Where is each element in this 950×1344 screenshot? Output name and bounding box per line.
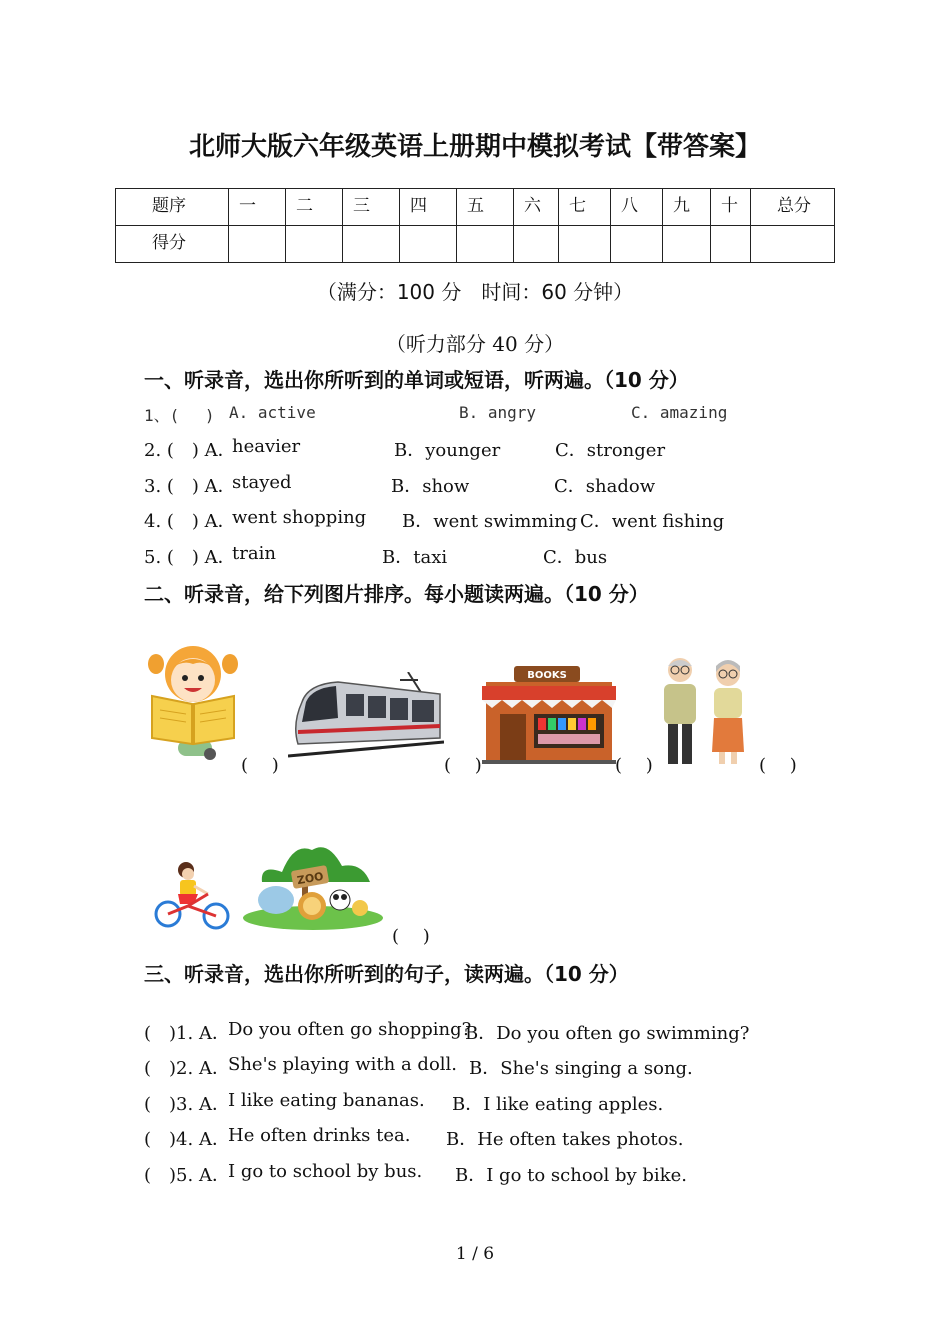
score-table-col-4: 四 — [400, 189, 457, 226]
score-cell[interactable] — [229, 226, 286, 263]
s1-q4-option-a[interactable]: went shopping — [232, 507, 367, 528]
score-table-col-3: 三 — [343, 189, 400, 226]
score-table-col-1: 一 — [229, 189, 286, 226]
score-cell-total[interactable] — [751, 226, 835, 263]
score-cell[interactable] — [663, 226, 711, 263]
s3-q1-number: ( )1. A． — [144, 1023, 230, 1044]
s1-q4-option-b[interactable]: B．went swimming — [402, 511, 578, 532]
s1-q3-option-c[interactable]: C．shadow — [554, 476, 656, 497]
s1-q1-number: 1、( ) — [144, 406, 215, 425]
score-cell[interactable] — [286, 226, 343, 263]
s3-q1-option-b[interactable]: B．Do you often go swimming? — [465, 1023, 750, 1044]
s1-q4-option-c[interactable]: C．went fishing — [580, 511, 725, 532]
s1-q1-option-c[interactable]: C. amazing — [631, 403, 728, 422]
girl-reading-picture — [148, 644, 238, 762]
score-table-header-row — [116, 189, 835, 226]
score-table-col-10: 十 — [711, 189, 751, 226]
s1-q3-option-b[interactable]: B．show — [391, 476, 470, 497]
score-table-col-2: 二 — [286, 189, 343, 226]
page-number: 1 / 6 — [455, 1244, 495, 1264]
s3-q3-number: ( )3. A． — [144, 1094, 230, 1115]
bookstore-picture — [482, 664, 616, 764]
s2-paren-4[interactable]: ( ) — [759, 755, 797, 776]
s1-q2-option-a[interactable]: heavier — [232, 436, 301, 457]
s1-q1-option-a[interactable]: A. active — [229, 403, 316, 422]
s1-q2-number: 2. ( ) A． — [144, 440, 236, 461]
score-table-col-8: 八 — [611, 189, 663, 226]
score-table-row-label: 得分 — [116, 226, 229, 263]
score-table-col-7: 七 — [559, 189, 611, 226]
score-table-col-9: 九 — [663, 189, 711, 226]
s3-q2-option-b[interactable]: B．She's singing a song. — [469, 1058, 693, 1079]
s1-q3-number: 3. ( ) A． — [144, 476, 236, 497]
zoo-picture — [242, 842, 384, 932]
score-cell[interactable] — [343, 226, 400, 263]
s3-q4-option-b[interactable]: B．He often takes photos. — [446, 1129, 684, 1150]
s1-q5-option-b[interactable]: B．taxi — [382, 547, 448, 568]
s3-q3-option-b[interactable]: B．I like eating apples. — [452, 1094, 664, 1115]
score-table-col-5: 五 — [457, 189, 514, 226]
s1-q1-option-b[interactable]: B. angry — [459, 403, 537, 422]
score-table-score-row — [116, 226, 835, 263]
s2-paren-3[interactable]: ( ) — [615, 755, 653, 776]
girl-on-bike-picture — [154, 860, 232, 932]
score-table — [115, 188, 835, 263]
train-picture — [288, 672, 444, 758]
s3-q2-number: ( )2. A． — [144, 1058, 230, 1079]
s2-paren-2[interactable]: ( ) — [444, 755, 482, 776]
score-table-total-label: 总分 — [751, 189, 835, 226]
s1-q3-option-a[interactable]: stayed — [232, 472, 292, 493]
bookstore-sign-text: BOOKS — [527, 670, 567, 681]
s3-q5-number: ( )5. A． — [144, 1165, 230, 1186]
section1-heading: 一、听录音，选出你所听到的单词或短语，听两遍。（10 分） — [144, 368, 689, 392]
s1-q5-number: 5. ( ) A． — [144, 547, 236, 568]
s3-q5-option-b[interactable]: B．I go to school by bike. — [455, 1165, 687, 1186]
score-cell[interactable] — [711, 226, 751, 263]
score-cell[interactable] — [400, 226, 457, 263]
page-title: 北师大版六年级英语上册期中模拟考试【带答案】 — [188, 132, 761, 162]
score-cell[interactable] — [514, 226, 559, 263]
score-cell[interactable] — [611, 226, 663, 263]
full-mark-line: （满分：100 分 时间：60 分钟） — [316, 280, 634, 304]
s3-q3-option-a[interactable]: I like eating bananas. — [228, 1090, 425, 1111]
s3-q4-option-a[interactable]: He often drinks tea. — [228, 1125, 411, 1146]
section2-heading: 二、听录音，给下列图片排序。每小题读两遍。（10 分） — [144, 582, 649, 606]
s2-paren-5[interactable]: ( ) — [392, 926, 430, 947]
s1-q2-option-b[interactable]: B．younger — [394, 440, 501, 461]
s3-q2-option-a[interactable]: She's playing with a doll. — [228, 1054, 458, 1075]
score-cell[interactable] — [457, 226, 514, 263]
s1-q5-option-a[interactable]: train — [232, 543, 276, 564]
s1-q5-option-c[interactable]: C．bus — [543, 547, 608, 568]
section3-heading: 三、听录音，选出你所听到的句子，读两遍。（10 分） — [144, 962, 629, 986]
s2-paren-1[interactable]: ( ) — [241, 755, 279, 776]
score-cell[interactable] — [559, 226, 611, 263]
score-table-header-label: 题序 — [116, 189, 229, 226]
grandparents-picture — [656, 656, 752, 768]
s3-q1-option-a[interactable]: Do you often go shopping? — [228, 1019, 472, 1040]
s3-q5-option-a[interactable]: I go to school by bus. — [228, 1161, 423, 1182]
s1-q4-number: 4. ( ) A． — [144, 511, 236, 532]
s3-q4-number: ( )4. A． — [144, 1129, 230, 1150]
zoo-sign-text: ZOO — [295, 869, 325, 888]
listening-part-label: （听力部分 40 分） — [385, 332, 565, 356]
score-table-col-6: 六 — [514, 189, 559, 226]
s1-q2-option-c[interactable]: C．stronger — [555, 440, 666, 461]
